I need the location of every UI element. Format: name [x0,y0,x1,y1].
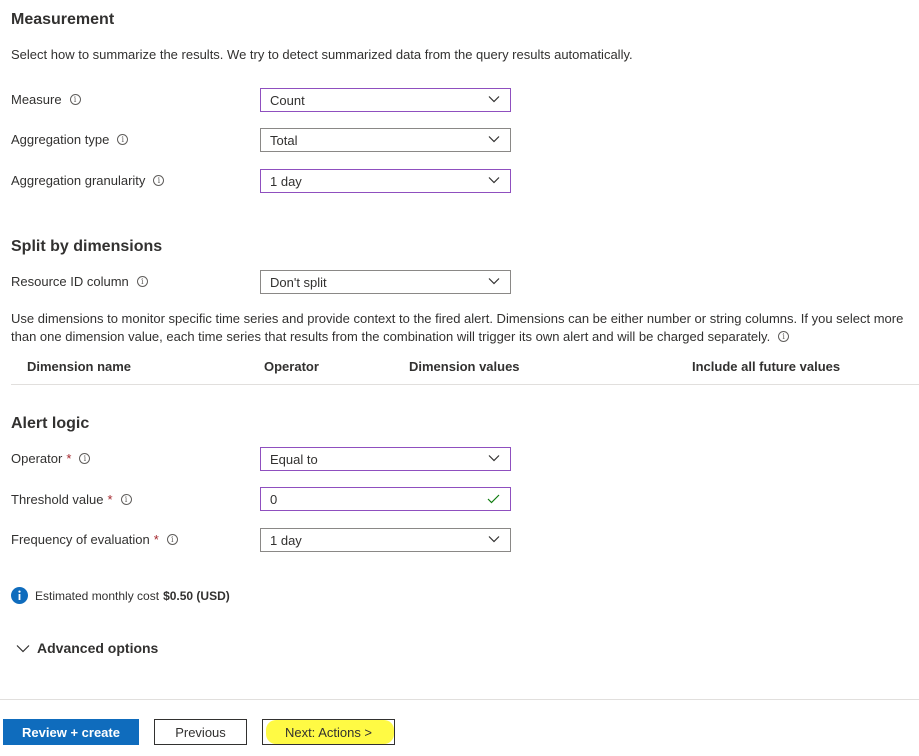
operator-value: Equal to [270,451,318,467]
aggregation-granularity-label-text: Aggregation granularity [11,173,146,188]
info-icon[interactable]: i [153,175,164,186]
resource-id-dropdown[interactable] [260,270,511,294]
split-description-line1: Use dimensions to monitor specific time series and provide context to the fired alert. Dimensions can be either number or string columns. If you select more [11,311,904,326]
chevron-down-icon [488,135,500,143]
chevron-down-icon [488,277,500,285]
grid-divider [11,384,919,385]
info-icon[interactable]: i [117,134,128,145]
measurement-description: Select how to summarize the results. We try to detect summarized data from the query results automatically. [11,47,633,62]
resource-id-label [11,274,148,289]
measurement-section-title: Measurement [11,11,115,28]
advanced-options-toggle[interactable] [16,640,158,656]
aggregation-type-dropdown[interactable] [260,128,511,152]
operator-label-text: Operator [11,451,63,466]
cost-prefix: Estimated monthly cost [35,588,160,603]
info-icon[interactable]: i [167,534,178,545]
info-icon[interactable]: i [70,94,81,105]
threshold-label-text: Threshold value [11,492,104,507]
info-icon[interactable]: i [121,494,132,505]
footer-divider [0,699,919,700]
checkmark-icon [487,494,500,504]
aggregation-granularity-dropdown[interactable] [260,169,511,193]
column-header-include-future: Include all future values [692,359,841,374]
resource-id-label-text: Resource ID column [11,274,129,289]
info-filled-icon [11,587,28,604]
advanced-options-label: Advanced options [37,640,159,656]
alert-logic-section-title: Alert logic [11,415,90,432]
split-description-line2 [11,329,789,344]
column-header-operator: Operator [264,359,319,374]
chevron-down-icon [488,95,500,103]
info-icon[interactable]: i [79,453,90,464]
threshold-label [11,492,132,507]
info-icon[interactable]: i [137,276,148,287]
measure-label-text: Measure [11,92,62,107]
frequency-label [11,532,178,547]
chevron-down-icon [488,454,500,462]
split-section-title: Split by dimensions [11,238,163,255]
review-create-button[interactable]: Review + create [3,719,139,745]
info-icon[interactable]: i [778,331,789,342]
measure-label [11,92,81,107]
frequency-label-text: Frequency of evaluation [11,532,150,547]
threshold-value: 0 [270,491,278,507]
aggregation-type-label [11,132,128,147]
frequency-value: 1 day [270,532,302,548]
aggregation-granularity-label [11,173,164,188]
column-header-dimension-name: Dimension name [27,359,132,374]
required-asterisk: * [153,532,159,547]
threshold-input[interactable] [260,487,511,511]
next-actions-button[interactable] [262,719,395,745]
resource-id-value: Don't split [270,274,327,290]
chevron-down-icon [488,535,500,543]
operator-label [11,451,90,466]
aggregation-type-value: Total [270,132,298,148]
measure-value: Count [270,92,305,108]
required-asterisk: * [107,492,113,507]
aggregation-granularity-value: 1 day [270,173,302,189]
next-actions-label: Next: Actions > [284,724,373,740]
operator-dropdown[interactable] [260,447,511,471]
chevron-down-icon [488,176,500,184]
cost-amount: $0.50 (USD) [163,588,230,603]
required-asterisk: * [66,451,72,466]
measure-dropdown[interactable] [260,88,511,112]
aggregation-type-label-text: Aggregation type [11,132,110,147]
estimated-cost [11,587,230,604]
previous-button[interactable]: Previous [154,719,247,745]
frequency-dropdown[interactable] [260,528,511,552]
column-header-dimension-values: Dimension values [409,359,520,374]
chevron-down-icon [16,644,30,653]
split-description-line2-text: than one dimension value, each time series that results from the combination will trigger its own alert and will be charged separately. [11,329,771,344]
